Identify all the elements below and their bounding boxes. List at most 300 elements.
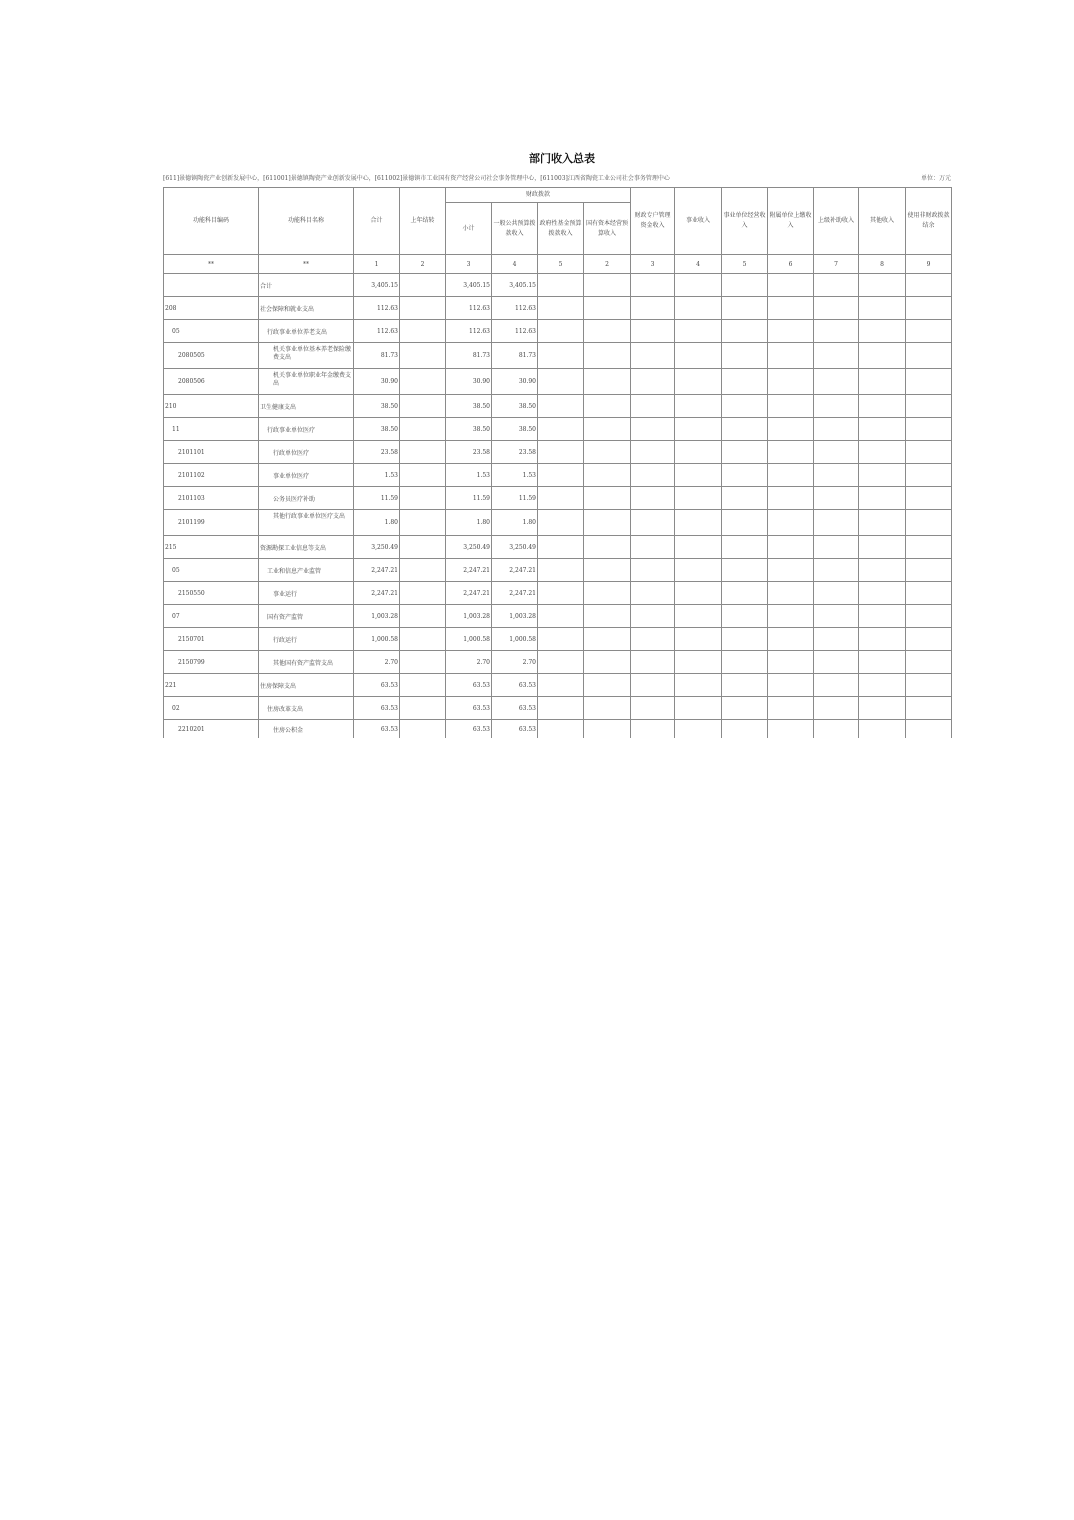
cell-code: 2101199 <box>164 510 259 536</box>
cell-empty <box>584 720 631 739</box>
cell-code: 2101101 <box>164 441 259 464</box>
header-total: 合计 <box>354 188 400 255</box>
cell-total: 11.59 <box>354 487 400 510</box>
cell-fiscal-subtotal: 112.63 <box>446 297 492 320</box>
cell-general-budget: 3,405.15 <box>492 274 538 297</box>
cell-empty <box>722 605 768 628</box>
cell-general-budget: 81.73 <box>492 343 538 369</box>
column-index-row <box>164 255 952 274</box>
cell-empty <box>768 651 814 674</box>
cell-empty <box>906 697 952 720</box>
cell-empty <box>538 487 584 510</box>
cell-empty <box>584 395 631 418</box>
cell-empty <box>722 320 768 343</box>
column-index-cell: 8 <box>859 255 906 274</box>
column-index-cell: ** <box>164 255 259 274</box>
cell-empty <box>722 464 768 487</box>
table-row <box>164 274 952 297</box>
cell-empty <box>859 343 906 369</box>
column-index-cell: 4 <box>492 255 538 274</box>
cell-name: 其他国有资产监管支出 <box>259 651 354 674</box>
cell-total: 2,247.21 <box>354 559 400 582</box>
cell-empty <box>538 297 584 320</box>
cell-empty <box>768 418 814 441</box>
cell-empty <box>768 395 814 418</box>
cell-empty <box>631 605 675 628</box>
cell-empty <box>631 487 675 510</box>
column-index-cell: 9 <box>906 255 952 274</box>
cell-fiscal-subtotal: 112.63 <box>446 320 492 343</box>
cell-fiscal-subtotal: 63.53 <box>446 720 492 739</box>
cell-empty <box>631 582 675 605</box>
cell-code: 02 <box>164 697 259 720</box>
cell-empty <box>906 487 952 510</box>
cell-general-budget: 1.80 <box>492 510 538 536</box>
cell-empty <box>906 297 952 320</box>
cell-empty <box>859 274 906 297</box>
cell-carryover <box>400 464 446 487</box>
column-index-cell: ** <box>259 255 354 274</box>
cell-empty <box>814 487 859 510</box>
cell-empty <box>675 628 722 651</box>
cell-carryover <box>400 605 446 628</box>
cell-empty <box>631 320 675 343</box>
cell-carryover <box>400 559 446 582</box>
cell-empty <box>584 559 631 582</box>
cell-empty <box>859 464 906 487</box>
cell-empty <box>675 536 722 559</box>
cell-fiscal-subtotal: 3,405.15 <box>446 274 492 297</box>
cell-empty <box>538 628 584 651</box>
cell-empty <box>859 510 906 536</box>
cell-fiscal-subtotal: 2.70 <box>446 651 492 674</box>
column-index-cell: 5 <box>722 255 768 274</box>
table-row <box>164 697 952 720</box>
cell-empty <box>768 441 814 464</box>
cell-general-budget: 1.53 <box>492 464 538 487</box>
cell-carryover <box>400 274 446 297</box>
cell-code: 2080506 <box>164 369 259 395</box>
cell-total: 81.73 <box>354 343 400 369</box>
cell-empty <box>584 582 631 605</box>
cell-empty <box>814 320 859 343</box>
cell-empty <box>675 343 722 369</box>
cell-carryover <box>400 320 446 343</box>
cell-empty <box>538 536 584 559</box>
cell-empty <box>814 464 859 487</box>
cell-empty <box>906 674 952 697</box>
cell-empty <box>768 487 814 510</box>
cell-name: 国有资产监管 <box>259 605 354 628</box>
cell-empty <box>859 441 906 464</box>
cell-fiscal-subtotal: 2,247.21 <box>446 582 492 605</box>
cell-fiscal-subtotal: 38.50 <box>446 418 492 441</box>
cell-empty <box>538 720 584 739</box>
cell-total: 1.53 <box>354 464 400 487</box>
cell-empty <box>631 418 675 441</box>
cell-empty <box>722 369 768 395</box>
cell-empty <box>768 510 814 536</box>
cell-fiscal-subtotal: 1.80 <box>446 510 492 536</box>
cell-name: 其他行政事业单位医疗支出 <box>259 510 354 536</box>
cell-empty <box>538 510 584 536</box>
cell-empty <box>538 395 584 418</box>
cell-code: 2210201 <box>164 720 259 739</box>
cell-fiscal-subtotal: 1.53 <box>446 464 492 487</box>
cell-empty <box>584 674 631 697</box>
cell-general-budget: 2,247.21 <box>492 559 538 582</box>
header-name: 功能科目名称 <box>259 188 354 255</box>
cell-empty <box>859 297 906 320</box>
cell-name: 资源勘探工业信息等支出 <box>259 536 354 559</box>
income-summary-sheet <box>163 150 951 738</box>
cell-empty <box>675 297 722 320</box>
column-index-cell: 7 <box>814 255 859 274</box>
column-index-cell: 2 <box>400 255 446 274</box>
cell-general-budget: 11.59 <box>492 487 538 510</box>
cell-empty <box>814 720 859 739</box>
cell-empty <box>584 418 631 441</box>
cell-code: 208 <box>164 297 259 320</box>
cell-carryover <box>400 536 446 559</box>
cell-empty <box>631 697 675 720</box>
cell-code: 2150550 <box>164 582 259 605</box>
cell-empty <box>722 343 768 369</box>
cell-fiscal-subtotal: 38.50 <box>446 395 492 418</box>
cell-empty <box>768 559 814 582</box>
cell-name: 事业运行 <box>259 582 354 605</box>
cell-total: 2.70 <box>354 651 400 674</box>
cell-empty <box>859 487 906 510</box>
table-row <box>164 674 952 697</box>
column-index-cell: 1 <box>354 255 400 274</box>
cell-empty <box>675 441 722 464</box>
cell-carryover <box>400 582 446 605</box>
department-list: [611]景德镇陶瓷产业创新发展中心，[611001]景德镇陶瓷产业创新发展中心，[611002]景德镇市工业国有资产经营公司社会事务管理中心，[611003]江西省陶瓷工业公司社会事务管理中心 <box>163 175 670 182</box>
cell-carryover <box>400 487 446 510</box>
cell-general-budget: 30.90 <box>492 369 538 395</box>
table-row <box>164 628 952 651</box>
cell-empty <box>675 605 722 628</box>
cell-carryover <box>400 441 446 464</box>
cell-empty <box>814 343 859 369</box>
cell-fiscal-subtotal: 1,000.58 <box>446 628 492 651</box>
cell-empty <box>859 559 906 582</box>
cell-carryover <box>400 697 446 720</box>
cell-empty <box>631 343 675 369</box>
cell-code: 05 <box>164 559 259 582</box>
cell-name: 卫生健康支出 <box>259 395 354 418</box>
cell-carryover <box>400 628 446 651</box>
cell-empty <box>722 441 768 464</box>
cell-name: 住房改革支出 <box>259 697 354 720</box>
cell-general-budget: 63.53 <box>492 697 538 720</box>
cell-empty <box>584 297 631 320</box>
cell-empty <box>675 720 722 739</box>
header-higher-subsidy: 上级补助收入 <box>814 188 859 255</box>
cell-code: 2101103 <box>164 487 259 510</box>
cell-name: 事业单位医疗 <box>259 464 354 487</box>
table-body <box>164 274 952 739</box>
cell-code: 05 <box>164 320 259 343</box>
cell-code: 2101102 <box>164 464 259 487</box>
cell-empty <box>631 464 675 487</box>
cell-empty <box>631 651 675 674</box>
cell-empty <box>814 395 859 418</box>
cell-empty <box>859 720 906 739</box>
cell-carryover <box>400 674 446 697</box>
cell-empty <box>814 674 859 697</box>
cell-empty <box>906 441 952 464</box>
header-operating: 事业单位经营收入 <box>722 188 768 255</box>
cell-empty <box>631 628 675 651</box>
cell-carryover <box>400 395 446 418</box>
cell-empty <box>906 628 952 651</box>
cell-total: 1.80 <box>354 510 400 536</box>
cell-general-budget: 112.63 <box>492 320 538 343</box>
cell-empty <box>768 605 814 628</box>
cell-empty <box>675 651 722 674</box>
cell-empty <box>859 628 906 651</box>
cell-fiscal-subtotal: 30.90 <box>446 369 492 395</box>
cell-empty <box>768 628 814 651</box>
cell-empty <box>814 369 859 395</box>
header-state-capital: 国有资本经营预算收入 <box>584 203 631 255</box>
table-row <box>164 582 952 605</box>
cell-name: 机关事业单位职业年金缴费支出 <box>259 369 354 395</box>
cell-empty <box>859 651 906 674</box>
cell-empty <box>768 674 814 697</box>
cell-code: 2080505 <box>164 343 259 369</box>
cell-general-budget: 63.53 <box>492 720 538 739</box>
unit-label: 单位：万元 <box>920 175 951 182</box>
cell-empty <box>631 441 675 464</box>
cell-empty <box>631 395 675 418</box>
cell-empty <box>906 720 952 739</box>
cell-total: 3,405.15 <box>354 274 400 297</box>
cell-code: 2150799 <box>164 651 259 674</box>
table-row <box>164 343 952 369</box>
cell-empty <box>859 320 906 343</box>
cell-empty <box>859 605 906 628</box>
cell-empty <box>722 720 768 739</box>
cell-total: 112.63 <box>354 297 400 320</box>
header-other: 其他收入 <box>859 188 906 255</box>
cell-code: 210 <box>164 395 259 418</box>
header-fiscal-subtotal: 小计 <box>446 203 492 255</box>
cell-carryover <box>400 510 446 536</box>
cell-empty <box>768 582 814 605</box>
cell-total: 63.53 <box>354 674 400 697</box>
cell-code: 11 <box>164 418 259 441</box>
cell-empty <box>814 628 859 651</box>
cell-empty <box>675 674 722 697</box>
cell-fiscal-subtotal: 81.73 <box>446 343 492 369</box>
cell-fiscal-subtotal: 3,250.49 <box>446 536 492 559</box>
table-header <box>164 188 952 274</box>
cell-empty <box>814 274 859 297</box>
cell-empty <box>631 274 675 297</box>
cell-empty <box>722 628 768 651</box>
cell-general-budget: 2,247.21 <box>492 582 538 605</box>
cell-empty <box>814 651 859 674</box>
header-carryover: 上年结转 <box>400 188 446 255</box>
cell-empty <box>859 582 906 605</box>
column-index-cell: 4 <box>675 255 722 274</box>
cell-total: 112.63 <box>354 320 400 343</box>
table-row <box>164 487 952 510</box>
cell-empty <box>675 418 722 441</box>
cell-name: 住房保障支出 <box>259 674 354 697</box>
cell-general-budget: 2.70 <box>492 651 538 674</box>
column-index-cell: 2 <box>584 255 631 274</box>
cell-fiscal-subtotal: 1,003.28 <box>446 605 492 628</box>
cell-empty <box>814 697 859 720</box>
cell-empty <box>768 274 814 297</box>
cell-empty <box>906 395 952 418</box>
cell-empty <box>906 418 952 441</box>
cell-empty <box>631 369 675 395</box>
cell-empty <box>675 487 722 510</box>
cell-empty <box>538 464 584 487</box>
cell-name: 行政事业单位养老支出 <box>259 320 354 343</box>
cell-empty <box>722 297 768 320</box>
cell-empty <box>859 395 906 418</box>
column-index-cell: 5 <box>538 255 584 274</box>
table-row <box>164 536 952 559</box>
cell-name: 工业和信息产业监管 <box>259 559 354 582</box>
cell-empty <box>584 369 631 395</box>
cell-empty <box>675 320 722 343</box>
cell-empty <box>722 559 768 582</box>
cell-empty <box>906 605 952 628</box>
header-code: 功能科目编码 <box>164 188 259 255</box>
cell-empty <box>538 697 584 720</box>
cell-empty <box>906 582 952 605</box>
cell-general-budget: 23.58 <box>492 441 538 464</box>
cell-empty <box>906 343 952 369</box>
cell-carryover <box>400 369 446 395</box>
cell-fiscal-subtotal: 63.53 <box>446 674 492 697</box>
cell-code <box>164 274 259 297</box>
cell-code: 215 <box>164 536 259 559</box>
cell-empty <box>768 369 814 395</box>
cell-general-budget: 63.53 <box>492 674 538 697</box>
cell-fiscal-subtotal: 2,247.21 <box>446 559 492 582</box>
cell-empty <box>584 510 631 536</box>
cell-empty <box>584 487 631 510</box>
cell-general-budget: 38.50 <box>492 418 538 441</box>
cell-empty <box>675 510 722 536</box>
cell-empty <box>768 697 814 720</box>
cell-empty <box>814 297 859 320</box>
cell-empty <box>584 441 631 464</box>
cell-empty <box>538 651 584 674</box>
cell-empty <box>538 320 584 343</box>
cell-general-budget: 112.63 <box>492 297 538 320</box>
cell-empty <box>906 536 952 559</box>
cell-empty <box>814 441 859 464</box>
cell-name: 行政事业单位医疗 <box>259 418 354 441</box>
cell-empty <box>906 651 952 674</box>
cell-empty <box>538 418 584 441</box>
cell-empty <box>906 320 952 343</box>
subtitle-line <box>163 172 951 186</box>
cell-empty <box>584 697 631 720</box>
cell-empty <box>538 274 584 297</box>
cell-general-budget: 38.50 <box>492 395 538 418</box>
column-index-cell: 3 <box>631 255 675 274</box>
cell-empty <box>584 274 631 297</box>
cell-empty <box>906 369 952 395</box>
cell-empty <box>538 369 584 395</box>
cell-empty <box>906 274 952 297</box>
cell-empty <box>631 536 675 559</box>
cell-empty <box>768 536 814 559</box>
cell-empty <box>538 441 584 464</box>
cell-empty <box>722 582 768 605</box>
cell-name: 合计 <box>259 274 354 297</box>
cell-empty <box>906 559 952 582</box>
cell-empty <box>722 697 768 720</box>
cell-fiscal-subtotal: 23.58 <box>446 441 492 464</box>
table-row <box>164 369 952 395</box>
table-row <box>164 720 952 739</box>
cell-empty <box>859 418 906 441</box>
cell-total: 63.53 <box>354 720 400 739</box>
table-row <box>164 297 952 320</box>
cell-empty <box>631 674 675 697</box>
cell-empty <box>906 464 952 487</box>
cell-empty <box>768 464 814 487</box>
header-fiscal-group: 财政拨款 <box>446 188 631 203</box>
cell-empty <box>814 605 859 628</box>
cell-total: 38.50 <box>354 395 400 418</box>
header-gov-fund: 政府性基金预算拨款收入 <box>538 203 584 255</box>
cell-total: 1,003.28 <box>354 605 400 628</box>
cell-name: 机关事业单位基本养老保险缴费支出 <box>259 343 354 369</box>
cell-empty <box>768 343 814 369</box>
column-index-cell: 3 <box>446 255 492 274</box>
header-affiliate: 附属单位上缴收入 <box>768 188 814 255</box>
cell-empty <box>859 697 906 720</box>
cell-total: 3,250.49 <box>354 536 400 559</box>
cell-total: 2,247.21 <box>354 582 400 605</box>
cell-empty <box>584 628 631 651</box>
cell-empty <box>814 559 859 582</box>
cell-code: 221 <box>164 674 259 697</box>
cell-empty <box>814 510 859 536</box>
header-business: 事业收入 <box>675 188 722 255</box>
cell-empty <box>584 651 631 674</box>
cell-total: 30.90 <box>354 369 400 395</box>
cell-name: 住房公积金 <box>259 720 354 739</box>
header-reserve: 使用非财政拨款结余 <box>906 188 952 255</box>
cell-empty <box>859 674 906 697</box>
table-row <box>164 441 952 464</box>
table-row <box>164 418 952 441</box>
page-title: 部门收入总表 <box>529 152 595 165</box>
cell-carryover <box>400 720 446 739</box>
cell-empty <box>814 536 859 559</box>
cell-empty <box>722 536 768 559</box>
cell-carryover <box>400 651 446 674</box>
cell-empty <box>675 582 722 605</box>
cell-fiscal-subtotal: 63.53 <box>446 697 492 720</box>
cell-empty <box>631 559 675 582</box>
table-row <box>164 510 952 536</box>
table-row <box>164 395 952 418</box>
